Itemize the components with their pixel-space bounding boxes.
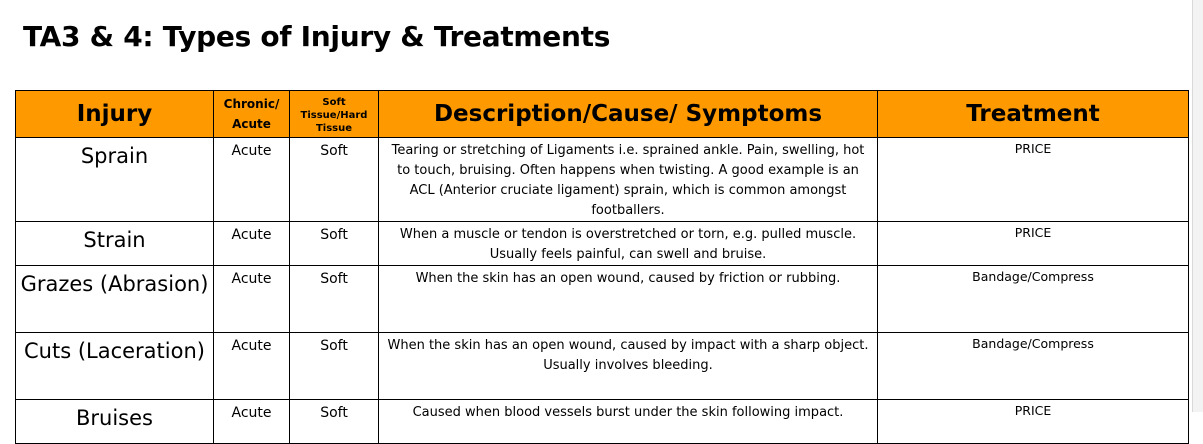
injury-description: When the skin has an open wound, caused by impact with a sharp object. Usually involves bleeding. xyxy=(379,333,878,400)
scrollbar-track[interactable] xyxy=(1192,0,1203,412)
injury-description: When a muscle or tendon is overstretched or torn, e.g. pulled muscle. Usually feels painful, can swell and bruise. xyxy=(379,222,878,266)
injury-type: Acute xyxy=(214,400,290,444)
table-row xyxy=(16,333,1189,400)
injury-treatment: Bandage/Compress xyxy=(878,333,1189,400)
table-row xyxy=(16,400,1189,444)
injury-name: Grazes (Abrasion) xyxy=(16,266,214,333)
tissue-type: Soft xyxy=(290,138,379,222)
header-tissue: Soft Tissue/Hard Tissue xyxy=(290,91,379,138)
injury-name: Bruises xyxy=(16,400,214,444)
header-injury: Injury xyxy=(16,91,214,138)
tissue-type: Soft xyxy=(290,333,379,400)
table-row xyxy=(16,266,1189,333)
injury-name: Cuts (Laceration) xyxy=(16,333,214,400)
injury-name: Sprain xyxy=(16,138,214,222)
tissue-type: Soft xyxy=(290,400,379,444)
header-treatment: Treatment xyxy=(878,91,1189,138)
injury-description: When the skin has an open wound, caused by friction or rubbing. xyxy=(379,266,878,333)
table-row xyxy=(16,138,1189,222)
table-row xyxy=(16,222,1189,266)
injury-type: Acute xyxy=(214,138,290,222)
tissue-type: Soft xyxy=(290,266,379,333)
injury-treatment: Bandage/Compress xyxy=(878,266,1189,333)
injury-description: Tearing or stretching of Ligaments i.e. sprained ankle. Pain, swelling, hot to touch, bruising. Often happens when twisting. A good example is an ACL (Anterior cruciate ligament) sprain, which is common amongst footballers. xyxy=(379,138,878,222)
injury-treatment-table xyxy=(15,90,1189,444)
table-header-row xyxy=(16,91,1189,138)
tissue-type: Soft xyxy=(290,222,379,266)
injury-treatment: PRICE xyxy=(878,222,1189,266)
injury-treatment: PRICE xyxy=(878,138,1189,222)
header-description: Description/Cause/ Symptoms xyxy=(379,91,878,138)
page-title: TA3 & 4: Types of Injury & Treatments xyxy=(23,20,611,53)
injury-description: Caused when blood vessels burst under the skin following impact. xyxy=(379,400,878,444)
injury-type: Acute xyxy=(214,333,290,400)
header-chronic-acute: Chronic/ Acute xyxy=(214,91,290,138)
injury-type: Acute xyxy=(214,266,290,333)
injury-type: Acute xyxy=(214,222,290,266)
injury-treatment: PRICE xyxy=(878,400,1189,444)
injury-name: Strain xyxy=(16,222,214,266)
